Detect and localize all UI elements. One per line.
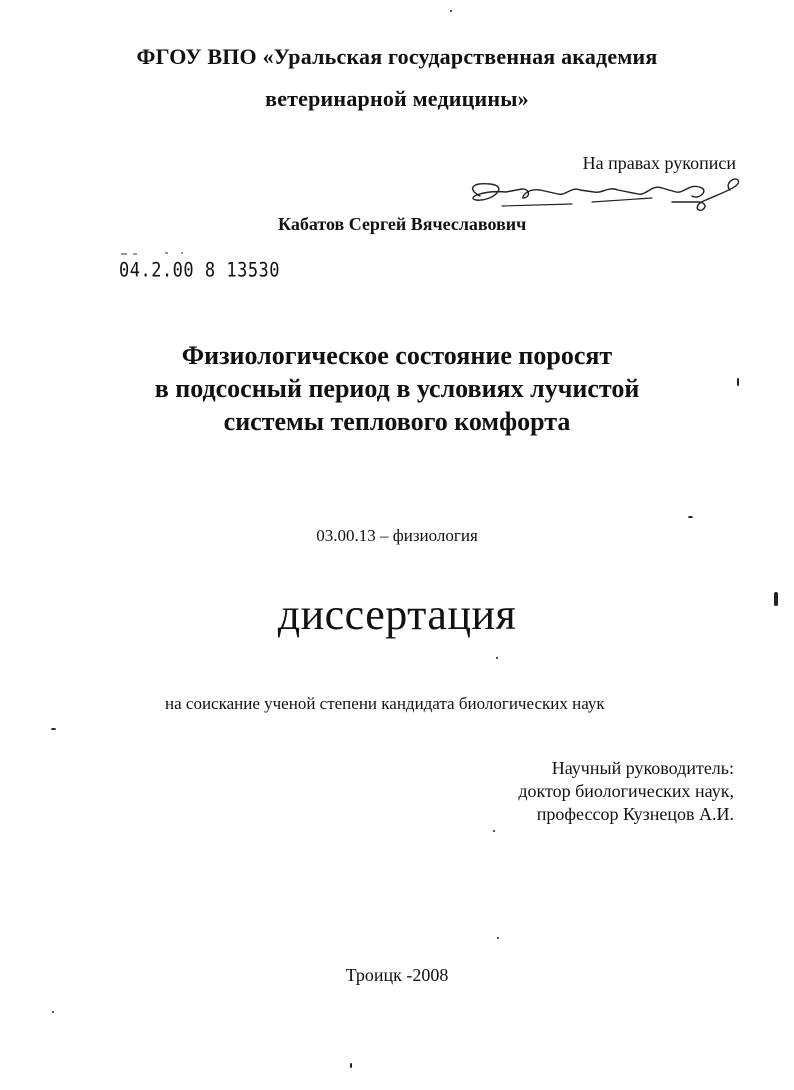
dissertation-title-line-1: Физиологическое состояние поросят (181, 341, 613, 370)
scan-speck (450, 10, 452, 12)
scan-speck (493, 830, 495, 832)
document-type: диссертация (277, 590, 517, 639)
manuscript-rights-note: На правах рукописи (582, 153, 736, 173)
supervisor-name: профессор Кузнецов А.И. (536, 804, 734, 824)
scan-speck (737, 378, 739, 386)
library-stamp-number: 04.2.00 8 13530 (119, 259, 281, 282)
scan-speck (496, 657, 498, 659)
scan-speck (774, 592, 778, 606)
supervisor-degree: доктор биологических наук, (518, 781, 734, 801)
handwritten-signature (462, 176, 752, 216)
dissertation-title-line-2: в подсосный период в условиях лучистой (154, 374, 640, 403)
supervisor-heading: Научный руководитель: (551, 758, 734, 778)
scan-speck (350, 1063, 352, 1068)
scan-speck (51, 728, 56, 730)
institution-line-2: ветеринарной медицины» (265, 86, 529, 111)
degree-statement: на соискание ученой степени кандидата биологических наук (165, 694, 605, 713)
scan-speck (688, 516, 693, 518)
author-name: Кабатов Сергей Вячеславович (278, 214, 527, 234)
scan-speck (52, 1011, 54, 1013)
stamp-marks (119, 248, 199, 256)
specialty-code: 03.00.13 – физиология (316, 526, 478, 545)
dissertation-title-line-3: системы теплового комфорта (223, 407, 571, 436)
institution-line-1: ФГОУ ВПО «Уральская государственная академия (136, 44, 658, 69)
city-year: Троицк -2008 (345, 965, 449, 985)
scan-speck (497, 937, 499, 939)
